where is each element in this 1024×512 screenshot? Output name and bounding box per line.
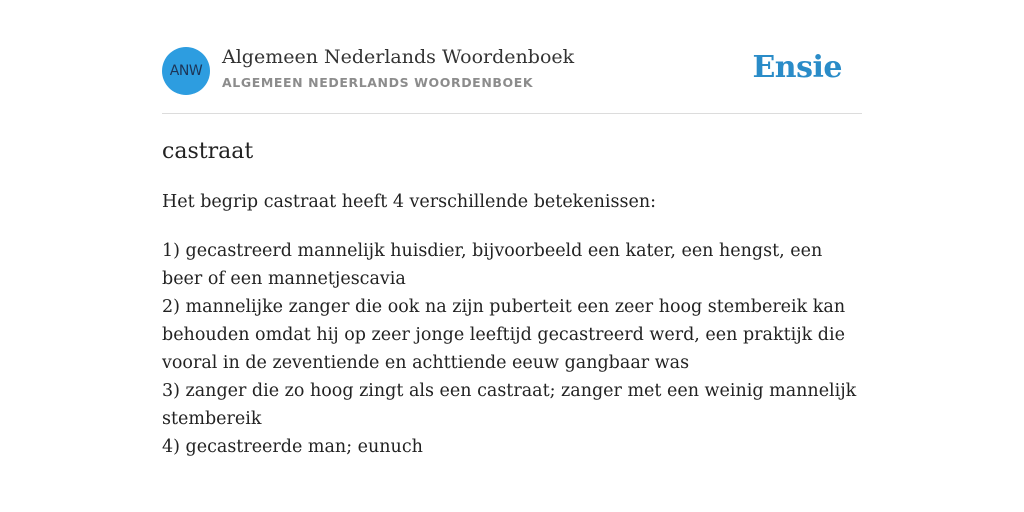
definition-item: 2) mannelijke zanger die ook na zijn puberteit een zeer hoog stembereik kan behouden omdat hij op zeer jonge leeftijd gecastreerd werd, een praktijk die vooral in de zeventiende en achttiende eeuw gangbaar was (162, 297, 846, 373)
brand-logo[interactable]: Ensie (752, 50, 842, 85)
definition-item: 3) zanger die zo hoog zingt als een castraat; zanger met een weinig mannelijk stembereik (162, 381, 857, 429)
definition-item: 1) gecastreerd mannelijk huisdier, bijvoorbeeld een kater, een hengst, een beer of een mannetjescavia (162, 241, 823, 289)
entry-word: castraat (162, 139, 254, 164)
source-title[interactable]: Algemeen Nederlands Woordenboek (222, 46, 575, 68)
definition-item: 4) gecastreerde man; eunuch (162, 437, 423, 457)
entry-intro: Het begrip castraat heeft 4 verschillende betekenissen: (162, 192, 656, 212)
avatar-text: ANW (169, 63, 203, 79)
page-container (162, 0, 862, 457)
source-header (162, 0, 862, 114)
definitions-list (162, 237, 862, 461)
source-subtitle: ALGEMEEN NEDERLANDS WOORDENBOEK (222, 75, 534, 90)
source-avatar[interactable] (162, 47, 210, 95)
